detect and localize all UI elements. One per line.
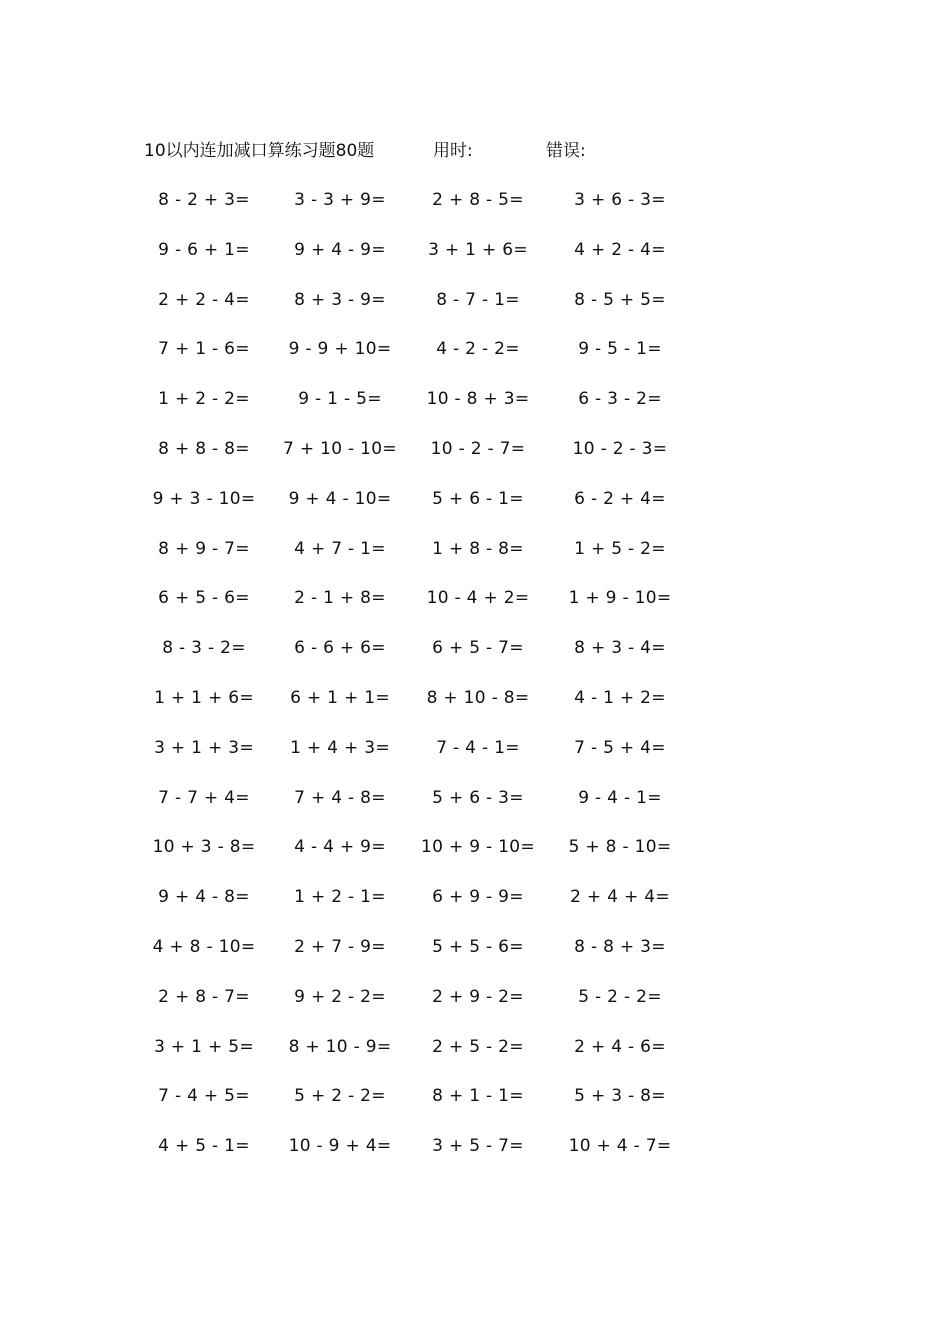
math-problem: 9 - 5 - 1= — [578, 339, 662, 360]
math-problem: 6 - 2 + 4= — [574, 488, 666, 509]
math-problem: 1 + 5 - 2= — [574, 538, 666, 559]
math-problem: 7 + 10 - 10= — [283, 438, 397, 459]
problem-grid — [0, 185, 950, 1181]
math-problem: 4 + 5 - 1= — [158, 1136, 250, 1157]
math-problem: 3 + 1 + 3= — [154, 737, 254, 758]
problem-row — [0, 235, 950, 285]
math-problem: 4 + 8 - 10= — [152, 936, 256, 957]
problem-row — [0, 1131, 950, 1181]
problem-row — [0, 832, 950, 882]
math-problem: 2 + 7 - 9= — [294, 936, 386, 957]
problem-row — [0, 583, 950, 633]
math-problem: 4 - 4 + 9= — [294, 837, 386, 858]
math-problem: 7 - 7 + 4= — [158, 787, 250, 808]
math-problem: 4 + 7 - 1= — [294, 538, 386, 559]
math-problem: 2 + 5 - 2= — [432, 1036, 524, 1057]
math-problem: 6 + 9 - 9= — [432, 887, 524, 908]
math-problem: 7 - 5 + 4= — [574, 737, 666, 758]
math-problem: 7 + 4 - 8= — [294, 787, 386, 808]
math-problem: 8 + 3 - 9= — [294, 289, 386, 310]
problem-row — [0, 285, 950, 335]
math-problem: 2 + 8 - 7= — [158, 986, 250, 1007]
math-problem: 7 + 1 - 6= — [158, 339, 250, 360]
math-problem: 10 + 4 - 7= — [568, 1136, 672, 1157]
math-problem: 9 + 2 - 2= — [294, 986, 386, 1007]
problem-row — [0, 683, 950, 733]
math-problem: 6 + 1 + 1= — [290, 687, 390, 708]
math-problem: 3 + 1 + 6= — [428, 239, 528, 260]
math-problem: 10 + 9 - 10= — [421, 837, 535, 858]
math-problem: 2 + 8 - 5= — [432, 190, 524, 210]
math-problem: 5 + 8 - 10= — [568, 837, 672, 858]
math-problem: 8 + 1 - 1= — [432, 1086, 524, 1107]
math-problem: 8 + 10 - 8= — [426, 687, 530, 708]
math-problem: 6 - 6 + 6= — [294, 638, 386, 659]
problem-row — [0, 1081, 950, 1131]
problem-row — [0, 932, 950, 982]
math-problem: 8 + 3 - 4= — [574, 638, 666, 659]
math-problem: 9 + 4 - 8= — [158, 887, 250, 908]
math-problem: 6 - 3 - 2= — [578, 389, 662, 410]
math-problem: 6 + 5 - 6= — [158, 588, 250, 609]
math-problem: 9 - 4 - 1= — [578, 787, 662, 808]
error-count-label: 错误: — [546, 141, 586, 161]
math-problem: 2 + 2 - 4= — [158, 289, 250, 310]
math-problem: 8 - 3 - 2= — [162, 638, 246, 659]
math-problem: 4 - 1 + 2= — [574, 687, 666, 708]
math-problem: 8 - 8 + 3= — [574, 936, 666, 957]
math-problem: 10 - 2 - 3= — [572, 438, 668, 459]
math-problem: 4 + 2 - 4= — [574, 239, 666, 260]
math-problem: 5 + 2 - 2= — [294, 1086, 386, 1107]
math-problem: 8 + 8 - 8= — [158, 438, 250, 459]
math-problem: 4 - 2 - 2= — [436, 339, 520, 360]
math-problem: 10 - 9 + 4= — [288, 1136, 392, 1157]
worksheet-header — [144, 138, 704, 164]
math-problem: 7 - 4 + 5= — [158, 1086, 250, 1107]
math-problem: 5 + 3 - 8= — [574, 1086, 666, 1107]
math-problem: 3 + 1 + 5= — [154, 1036, 254, 1057]
math-problem: 9 - 1 - 5= — [298, 389, 382, 410]
math-problem: 5 + 6 - 3= — [432, 787, 524, 808]
math-problem: 2 + 4 + 4= — [570, 887, 670, 908]
math-problem: 2 + 9 - 2= — [432, 986, 524, 1007]
problem-row — [0, 633, 950, 683]
problem-row — [0, 185, 950, 235]
math-problem: 3 + 5 - 7= — [432, 1136, 524, 1157]
math-problem: 1 + 4 + 3= — [290, 737, 390, 758]
problem-row — [0, 534, 950, 584]
problem-row — [0, 384, 950, 434]
math-problem: 8 - 2 + 3= — [158, 190, 250, 210]
math-problem: 2 - 1 + 8= — [294, 588, 386, 609]
problem-row — [0, 434, 950, 484]
time-used-label: 用时: — [433, 141, 473, 161]
math-problem: 8 - 7 - 1= — [436, 289, 520, 310]
problem-row — [0, 334, 950, 384]
math-problem: 1 + 2 - 2= — [158, 389, 250, 410]
problem-row — [0, 783, 950, 833]
math-problem: 1 + 8 - 8= — [432, 538, 524, 559]
math-problem: 2 + 4 - 6= — [574, 1036, 666, 1057]
math-problem: 9 - 9 + 10= — [288, 339, 392, 360]
math-problem: 10 + 3 - 8= — [152, 837, 256, 858]
math-problem: 9 + 4 - 9= — [294, 239, 386, 260]
math-problem: 10 - 8 + 3= — [426, 389, 530, 410]
problem-row — [0, 484, 950, 534]
math-problem: 7 - 4 - 1= — [436, 737, 520, 758]
worksheet-title: 10以内连加减口算练习题80题 — [144, 141, 375, 161]
math-problem: 3 - 3 + 9= — [294, 190, 386, 210]
problem-row — [0, 733, 950, 783]
problem-row — [0, 982, 950, 1032]
math-problem: 5 + 5 - 6= — [432, 936, 524, 957]
math-problem: 9 + 3 - 10= — [152, 488, 256, 509]
problem-row — [0, 882, 950, 932]
math-problem: 8 + 10 - 9= — [288, 1036, 392, 1057]
math-problem: 10 - 4 + 2= — [426, 588, 530, 609]
math-problem: 1 + 9 - 10= — [568, 588, 672, 609]
math-problem: 1 + 2 - 1= — [294, 887, 386, 908]
math-problem: 8 + 9 - 7= — [158, 538, 250, 559]
math-problem: 6 + 5 - 7= — [432, 638, 524, 659]
math-problem: 1 + 1 + 6= — [154, 687, 254, 708]
math-problem: 3 + 6 - 3= — [574, 190, 666, 210]
math-problem: 8 - 5 + 5= — [574, 289, 666, 310]
math-problem: 5 - 2 - 2= — [578, 986, 662, 1007]
math-problem: 10 - 2 - 7= — [430, 438, 526, 459]
math-problem: 5 + 6 - 1= — [432, 488, 524, 509]
problem-row — [0, 1032, 950, 1082]
math-problem: 9 - 6 + 1= — [158, 239, 250, 260]
math-problem: 9 + 4 - 10= — [288, 488, 392, 509]
